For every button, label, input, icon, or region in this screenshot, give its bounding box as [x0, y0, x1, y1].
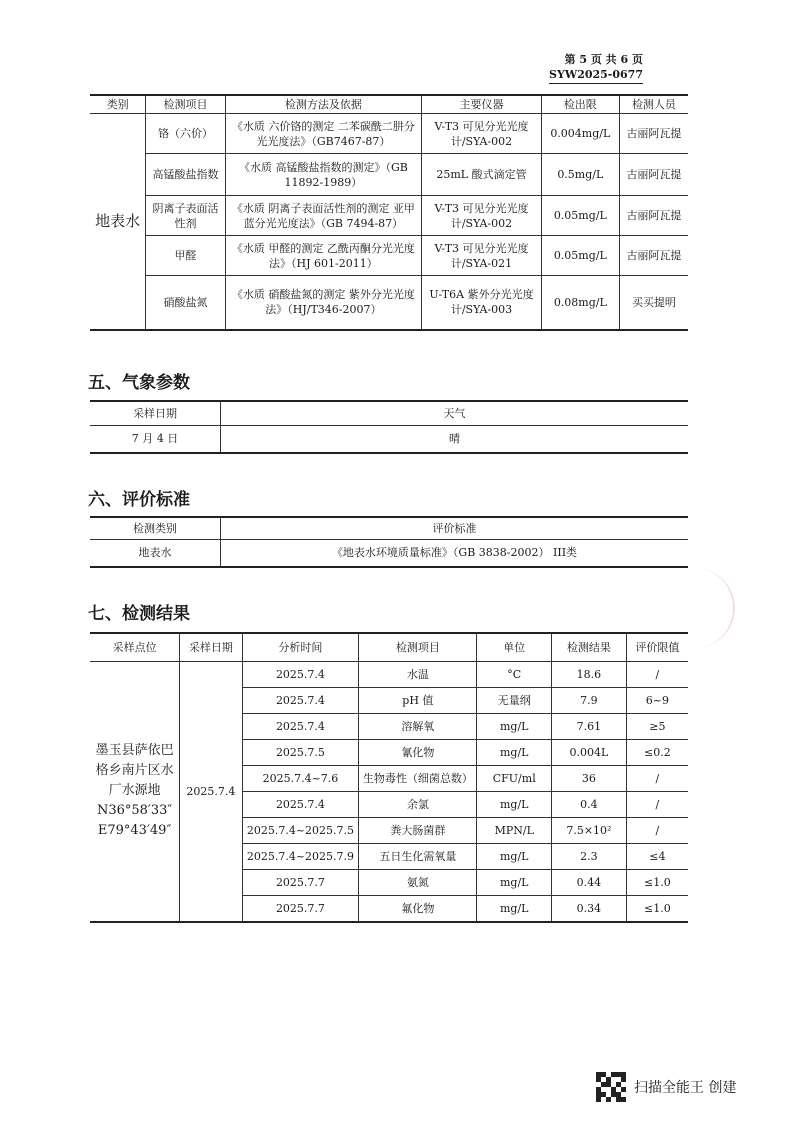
- time-cell: 2025.7.4: [242, 713, 359, 739]
- unit-cell: mg/L: [477, 843, 552, 869]
- item-cell: 生物毒性（细菌总数）: [359, 765, 477, 791]
- unit-cell: mg/L: [477, 713, 552, 739]
- table-row: [90, 539, 688, 567]
- methods-table: [90, 94, 688, 331]
- person-cell: 古丽阿瓦提: [619, 114, 688, 154]
- section-title-standard: 六、评价标准: [88, 490, 190, 510]
- limit-cell: ≤1.0: [626, 869, 688, 895]
- method-cell: 《水质 六价铬的测定 二苯碳酰二肼分光光度法》（GB7467-87）: [225, 114, 422, 154]
- col-header: 检出限: [541, 95, 619, 114]
- unit-cell: MPN/L: [477, 817, 552, 843]
- result-cell: 2.3: [552, 843, 627, 869]
- site-cell: 墨玉县萨依巴格乡南片区水厂水源地 N36°58′33″ E79°43′49″: [90, 661, 180, 922]
- limit-cell: 6~9: [626, 687, 688, 713]
- col-header: 检测类别: [90, 517, 221, 539]
- item-cell: 粪大肠菌群: [359, 817, 477, 843]
- time-cell: 2025.7.7: [242, 895, 359, 922]
- col-header: 评价限值: [626, 633, 688, 661]
- time-cell: 2025.7.5: [242, 739, 359, 765]
- document-number: SYW2025-0677: [549, 67, 643, 84]
- unit-cell: mg/L: [477, 869, 552, 895]
- person-cell: 古丽阿瓦提: [619, 196, 688, 236]
- item-cell: 氰化物: [359, 739, 477, 765]
- col-header: 采样日期: [180, 633, 242, 661]
- instrument-cell: V-T3 可见分光光度计/SYA-002: [422, 196, 541, 236]
- standard-table: [90, 516, 688, 568]
- page-number: 第 5 页 共 6 页: [564, 53, 643, 66]
- item-cell: 余氯: [359, 791, 477, 817]
- instrument-cell: V-T3 可见分光光度计/SYA-021: [422, 236, 541, 276]
- time-cell: 2025.7.4: [242, 687, 359, 713]
- item-cell: 五日生化需氧量: [359, 843, 477, 869]
- limit-cell: 0.08mg/L: [541, 276, 619, 330]
- result-cell: 7.5×10²: [552, 817, 627, 843]
- time-cell: 2025.7.7: [242, 869, 359, 895]
- time-cell: 2025.7.4~2025.7.9: [242, 843, 359, 869]
- weather-date-cell: 7 月 4 日: [90, 425, 221, 453]
- unit-cell: CFU/ml: [477, 765, 552, 791]
- person-cell: 古丽阿瓦提: [619, 236, 688, 276]
- footer-text: 扫描全能王 创建: [634, 1080, 737, 1096]
- col-header: 单位: [477, 633, 552, 661]
- time-cell: 2025.7.4~2025.7.5: [242, 817, 359, 843]
- table-row: [90, 276, 688, 330]
- instrument-cell: 25mL 酸式滴定管: [422, 154, 541, 196]
- col-header: 主要仪器: [422, 95, 541, 114]
- instrument-cell: U-T6A 紫外分光光度计/SYA-003: [422, 276, 541, 330]
- col-header: 天气: [221, 401, 689, 425]
- table-row: [90, 114, 688, 154]
- sample-date-cell: 2025.7.4: [180, 661, 242, 922]
- table-row: [90, 154, 688, 196]
- item-cell: pH 值: [359, 687, 477, 713]
- time-cell: 2025.7.4: [242, 661, 359, 687]
- col-header: 类别: [90, 95, 146, 114]
- method-cell: 《水质 高锰酸盐指数的测定》（GB 11892-1989）: [225, 154, 422, 196]
- limit-cell: /: [626, 661, 688, 687]
- col-header: 评价标准: [221, 517, 689, 539]
- weather-header-row: [90, 401, 688, 425]
- limit-cell: /: [626, 765, 688, 791]
- section-title-results: 七、检测结果: [88, 604, 190, 624]
- result-cell: 7.9: [552, 687, 627, 713]
- item-cell: 氨氮: [359, 869, 477, 895]
- col-header: 检测项目: [146, 95, 225, 114]
- table-row: [90, 196, 688, 236]
- col-header: 检测方法及依据: [225, 95, 422, 114]
- unit-cell: mg/L: [477, 791, 552, 817]
- result-cell: 7.61: [552, 713, 627, 739]
- item-cell: 铬（六价）: [146, 114, 225, 154]
- limit-cell: /: [626, 817, 688, 843]
- weather-value-cell: 晴: [221, 425, 689, 453]
- table-row: [90, 661, 688, 687]
- col-header: 检测结果: [552, 633, 627, 661]
- table-row: [90, 425, 688, 453]
- unit-cell: mg/L: [477, 739, 552, 765]
- section-title-weather: 五、气象参数: [88, 373, 190, 393]
- col-header: 分析时间: [242, 633, 359, 661]
- limit-cell: ≤1.0: [626, 895, 688, 922]
- person-cell: 古丽阿瓦提: [619, 154, 688, 196]
- methods-header-row: [90, 95, 688, 114]
- standard-value-cell: 《地表水环境质量标准》（GB 3838-2002） III类: [221, 539, 689, 567]
- qr-code-icon: [596, 1072, 626, 1102]
- col-header: 采样日期: [90, 401, 221, 425]
- item-cell: 硝酸盐氮: [146, 276, 225, 330]
- item-cell: 高锰酸盐指数: [146, 154, 225, 196]
- col-header: 采样点位: [90, 633, 180, 661]
- unit-cell: mg/L: [477, 895, 552, 922]
- item-cell: 氟化物: [359, 895, 477, 922]
- method-cell: 《水质 阴离子表面活性剂的测定 亚甲蓝分光光度法》（GB 7494-87）: [225, 196, 422, 236]
- result-cell: 0.004L: [552, 739, 627, 765]
- col-header: 检测人员: [619, 95, 688, 114]
- result-cell: 18.6: [552, 661, 627, 687]
- instrument-cell: V-T3 可见分光光度计/SYA-002: [422, 114, 541, 154]
- item-cell: 溶解氧: [359, 713, 477, 739]
- item-cell: 水温: [359, 661, 477, 687]
- page-header: [549, 52, 643, 84]
- limit-cell: 0.05mg/L: [541, 236, 619, 276]
- unit-cell: °C: [477, 661, 552, 687]
- result-cell: 36: [552, 765, 627, 791]
- time-cell: 2025.7.4: [242, 791, 359, 817]
- limit-cell: 0.004mg/L: [541, 114, 619, 154]
- limit-cell: 0.05mg/L: [541, 196, 619, 236]
- method-cell: 《水质 甲醛的测定 乙酰丙酮分光光度法》（HJ 601-2011）: [225, 236, 422, 276]
- seal-stamp: [693, 568, 735, 648]
- standard-category-cell: 地表水: [90, 539, 221, 567]
- item-cell: 阴离子表面活性剂: [146, 196, 225, 236]
- standard-header-row: [90, 517, 688, 539]
- limit-cell: /: [626, 791, 688, 817]
- unit-cell: 无量纲: [477, 687, 552, 713]
- limit-cell: 0.5mg/L: [541, 154, 619, 196]
- col-header: 检测项目: [359, 633, 477, 661]
- limit-cell: ≤4: [626, 843, 688, 869]
- scanner-watermark: [596, 1072, 736, 1102]
- category-cell: 地表水: [90, 114, 146, 330]
- table-row: [90, 236, 688, 276]
- method-cell: 《水质 硝酸盐氮的测定 紫外分光光度法》（HJ/T346-2007）: [225, 276, 422, 330]
- weather-table: [90, 400, 688, 454]
- limit-cell: ≤0.2: [626, 739, 688, 765]
- results-header-row: [90, 633, 688, 661]
- result-cell: 0.44: [552, 869, 627, 895]
- item-cell: 甲醛: [146, 236, 225, 276]
- time-cell: 2025.7.4~7.6: [242, 765, 359, 791]
- results-table: [90, 632, 688, 923]
- result-cell: 0.4: [552, 791, 627, 817]
- person-cell: 买买提明: [619, 276, 688, 330]
- result-cell: 0.34: [552, 895, 627, 922]
- limit-cell: ≥5: [626, 713, 688, 739]
